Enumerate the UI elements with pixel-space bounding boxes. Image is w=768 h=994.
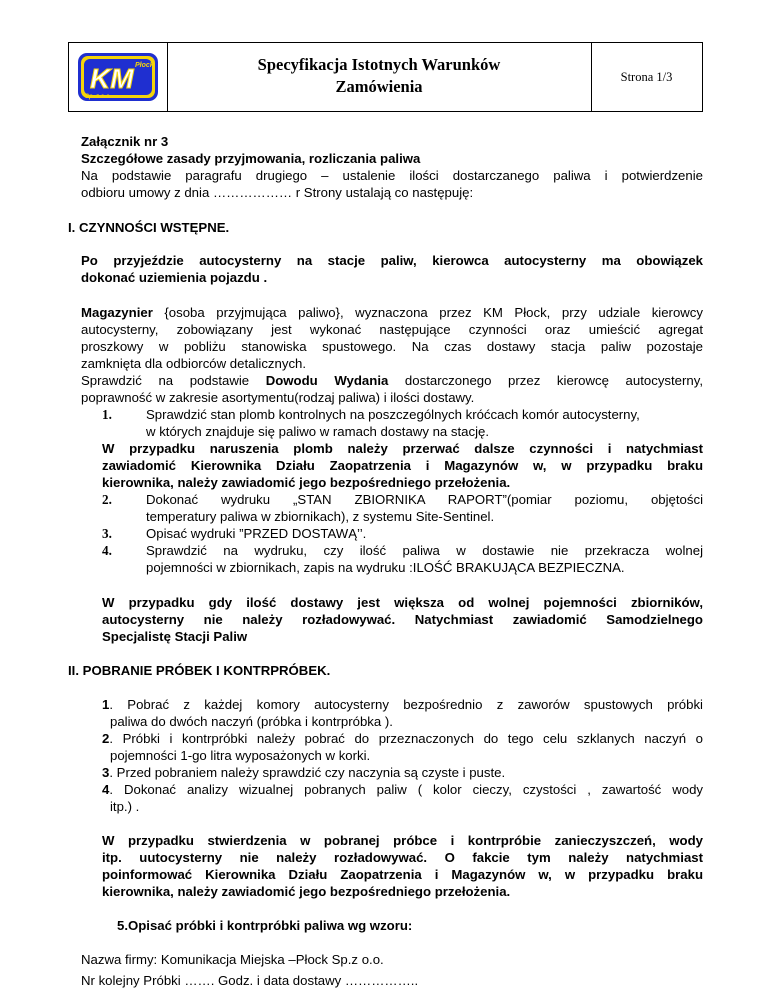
s1-item-3-number: 3. [102, 526, 112, 541]
sample-form-number: Nr kolejny Próbki ……. Godz. i data dostawy …………….. [81, 973, 419, 988]
s1-item-1-line-2: w których znajduje się paliwo w ramach dostawy na stację. [146, 424, 490, 439]
s2-item-4-number: 4 [102, 782, 110, 797]
s2-item-3-line-1 [102, 764, 505, 781]
s2-item-3-text: . Przed pobraniem należy sprawdzić czy naczynia są czyste i puste. [109, 765, 506, 780]
s1-warning-line-1: W przypadku naruszenia plomb należy przerwać dalsze czynności i natychmiast [102, 441, 703, 456]
section-1-heading: I. CZYNNOŚCI WSTĘPNE. [68, 220, 230, 235]
s2-item-2-line-1 [102, 730, 703, 747]
s1-para-line-1 [81, 304, 703, 321]
s2-item-2-line-2: pojemności 1-go litra wyposażonych w korki. [110, 748, 371, 763]
s1-item-1-line-1: Sprawdzić stan plomb kontrolnych na poszczególnych króćcach komór autocysterny, [146, 407, 640, 422]
s2-item-5-heading: 5.Opisać próbki i kontrpróbki paliwa wg wzoru: [117, 918, 413, 933]
s1-warning-line-2: zawiadomić Kierownika Działu Zaopatrzenia i Magazynów w, w przypadku braku [102, 458, 703, 473]
annex-subtitle: Szczegółowe zasady przyjmowania, rozliczania paliwa [81, 151, 421, 166]
s2-warning-line-2: itp. uutocysterny nie należy rozładowywać. O fakcie tym należy natychmiast [102, 850, 703, 865]
s2-warning-line-4: kierownika, należy zawiadomić jego bezpośredniego przełożenia. [102, 884, 511, 899]
document-header [68, 42, 703, 112]
s1-item-4-line-1: Sprawdzić na wydruku, czy ilość paliwa w dostawie nie przekracza wolnej [146, 543, 703, 558]
intro-line-2: odbioru umowy z dnia ……………… r Strony ustalają co następuję: [81, 185, 474, 200]
title-line-1: Specyfikacja Istotnych Warunków [257, 55, 501, 74]
s1-para-line-3: proszkowy w pobliżu stanowiska spustowego. Na czas dostawy stacja paliw pozostaje [81, 339, 703, 354]
km-plock-logo [77, 52, 159, 102]
s1-para-line-5-pre: Sprawdzić na podstawie [81, 373, 266, 388]
intro-line-1: Na podstawie paragrafu drugiego – ustalenie ilości dostarczanego paliwa i potwierdzenie [81, 168, 703, 183]
sample-form-company: Nazwa firmy: Komunikacja Miejska –Płock Sp.z o.o. [81, 952, 384, 967]
s1-bold-line-1: Po przyjeździe autocysterny na stacje paliw, kierowca autocysterny ma obowiązek [81, 253, 703, 268]
magazynier-label: Magazynier [81, 305, 153, 320]
logo-km-text: KM [90, 63, 134, 94]
s1-capacity-line-2: autocysterny nie należy rozładowywać. Natychmiast zawiadomić Samodzielnego [102, 612, 703, 627]
annex-label: Załącznik nr 3 [81, 134, 169, 149]
s1-item-1-number: 1. [102, 407, 112, 422]
s2-warning-line-1: W przypadku stwierdzenia w pobranej próbce i kontrpróbie zanieczyszczeń, wody [102, 833, 703, 848]
s1-item-4-line-2: pojemności w zbiornikach, zapis na wydruku :ILOŚĆ BRAKUJĄCA BEZPIECZNA. [146, 560, 625, 575]
dowod-wydania-label: Dowodu Wydania [265, 373, 389, 388]
page-number: Strona 1/3 [620, 70, 673, 84]
s1-warning-line-3: kierownika, należy zawiadomić jego bezpośredniego przełożenia. [102, 475, 511, 490]
s1-para-line-5-post: dostarczonego przez kierowcę autocysterny, [388, 373, 704, 388]
s1-para-line-1-rest: {osoba przyjmująca paliwo}, wyznaczona przez KM Płock, przy udziale kierowcy [152, 305, 703, 320]
s1-para-line-6: poprawność w zakresie asortymentu(rodzaj paliwa) i ilości dostawy. [81, 390, 475, 405]
s2-item-1-line-2: paliwa do dwóch naczyń (próbka i kontrpróbka ). [110, 714, 393, 729]
logo-company-text: Sp. z o.o. [85, 94, 112, 100]
s2-item-3-number: 3 [102, 765, 110, 780]
s1-para-line-5 [81, 372, 703, 389]
s2-warning-line-3: poinformować Kierownika Działu Zaopatrzenia i Magazynów w, w przypadku braku [102, 867, 703, 882]
s2-item-4-line-2: itp.) . [110, 799, 140, 814]
title-line-2: Zamówienia [335, 77, 423, 96]
s1-item-3-line-1: Opisać wydruki ”PRZED DOSTAWĄ’’. [146, 526, 367, 541]
s1-capacity-line-3: Specjalistę Stacji Paliw [102, 629, 248, 644]
s1-item-2-line-2: temperatury paliwa w zbiornikach), z systemu Site-Sentinel. [146, 509, 495, 524]
s2-item-4-line-1 [102, 781, 703, 798]
document-title [167, 43, 592, 111]
s2-item-1-line-1 [102, 696, 703, 713]
s2-item-1-number: 1 [102, 697, 110, 712]
s1-bold-line-2: dokonać uziemienia pojazdu . [81, 270, 268, 285]
s2-item-1-text: . Pobrać z każdej komory autocysterny bezpośrednio z zaworów spustowych próbki [109, 697, 703, 712]
s2-item-4-text: . Dokonać analizy wizualnej pobranych paliw ( kolor cieczy, czystości , zawartość wody [109, 782, 703, 797]
s1-item-2-line-1: Dokonać wydruku „STAN ZBIORNIKA RAPORT”(pomiar poziomu, objętości [146, 492, 703, 507]
section-2-heading: II. POBRANIE PRÓBEK I KONTRPRÓBEK. [68, 663, 331, 678]
s1-para-line-2: autocysterny, zobowiązany jest wykonać następujące czynności oraz umieścić agregat [81, 322, 703, 337]
s1-item-4-number: 4. [102, 543, 112, 558]
s1-para-line-4: zamknięta dla odbiorców detalicznych. [81, 356, 307, 371]
s2-item-2-number: 2 [102, 731, 110, 746]
s2-item-2-text: . Próbki i kontrpróbki należy pobrać do przeznaczonych do tego celu szklanych naczyń o [109, 731, 703, 746]
s1-item-2-number: 2. [102, 492, 112, 507]
logo-cell [69, 43, 168, 111]
s1-capacity-line-1: W przypadku gdy ilość dostawy jest większa od wolnej pojemności zbiorników, [102, 595, 703, 610]
logo-city-text: Płock [135, 62, 154, 69]
